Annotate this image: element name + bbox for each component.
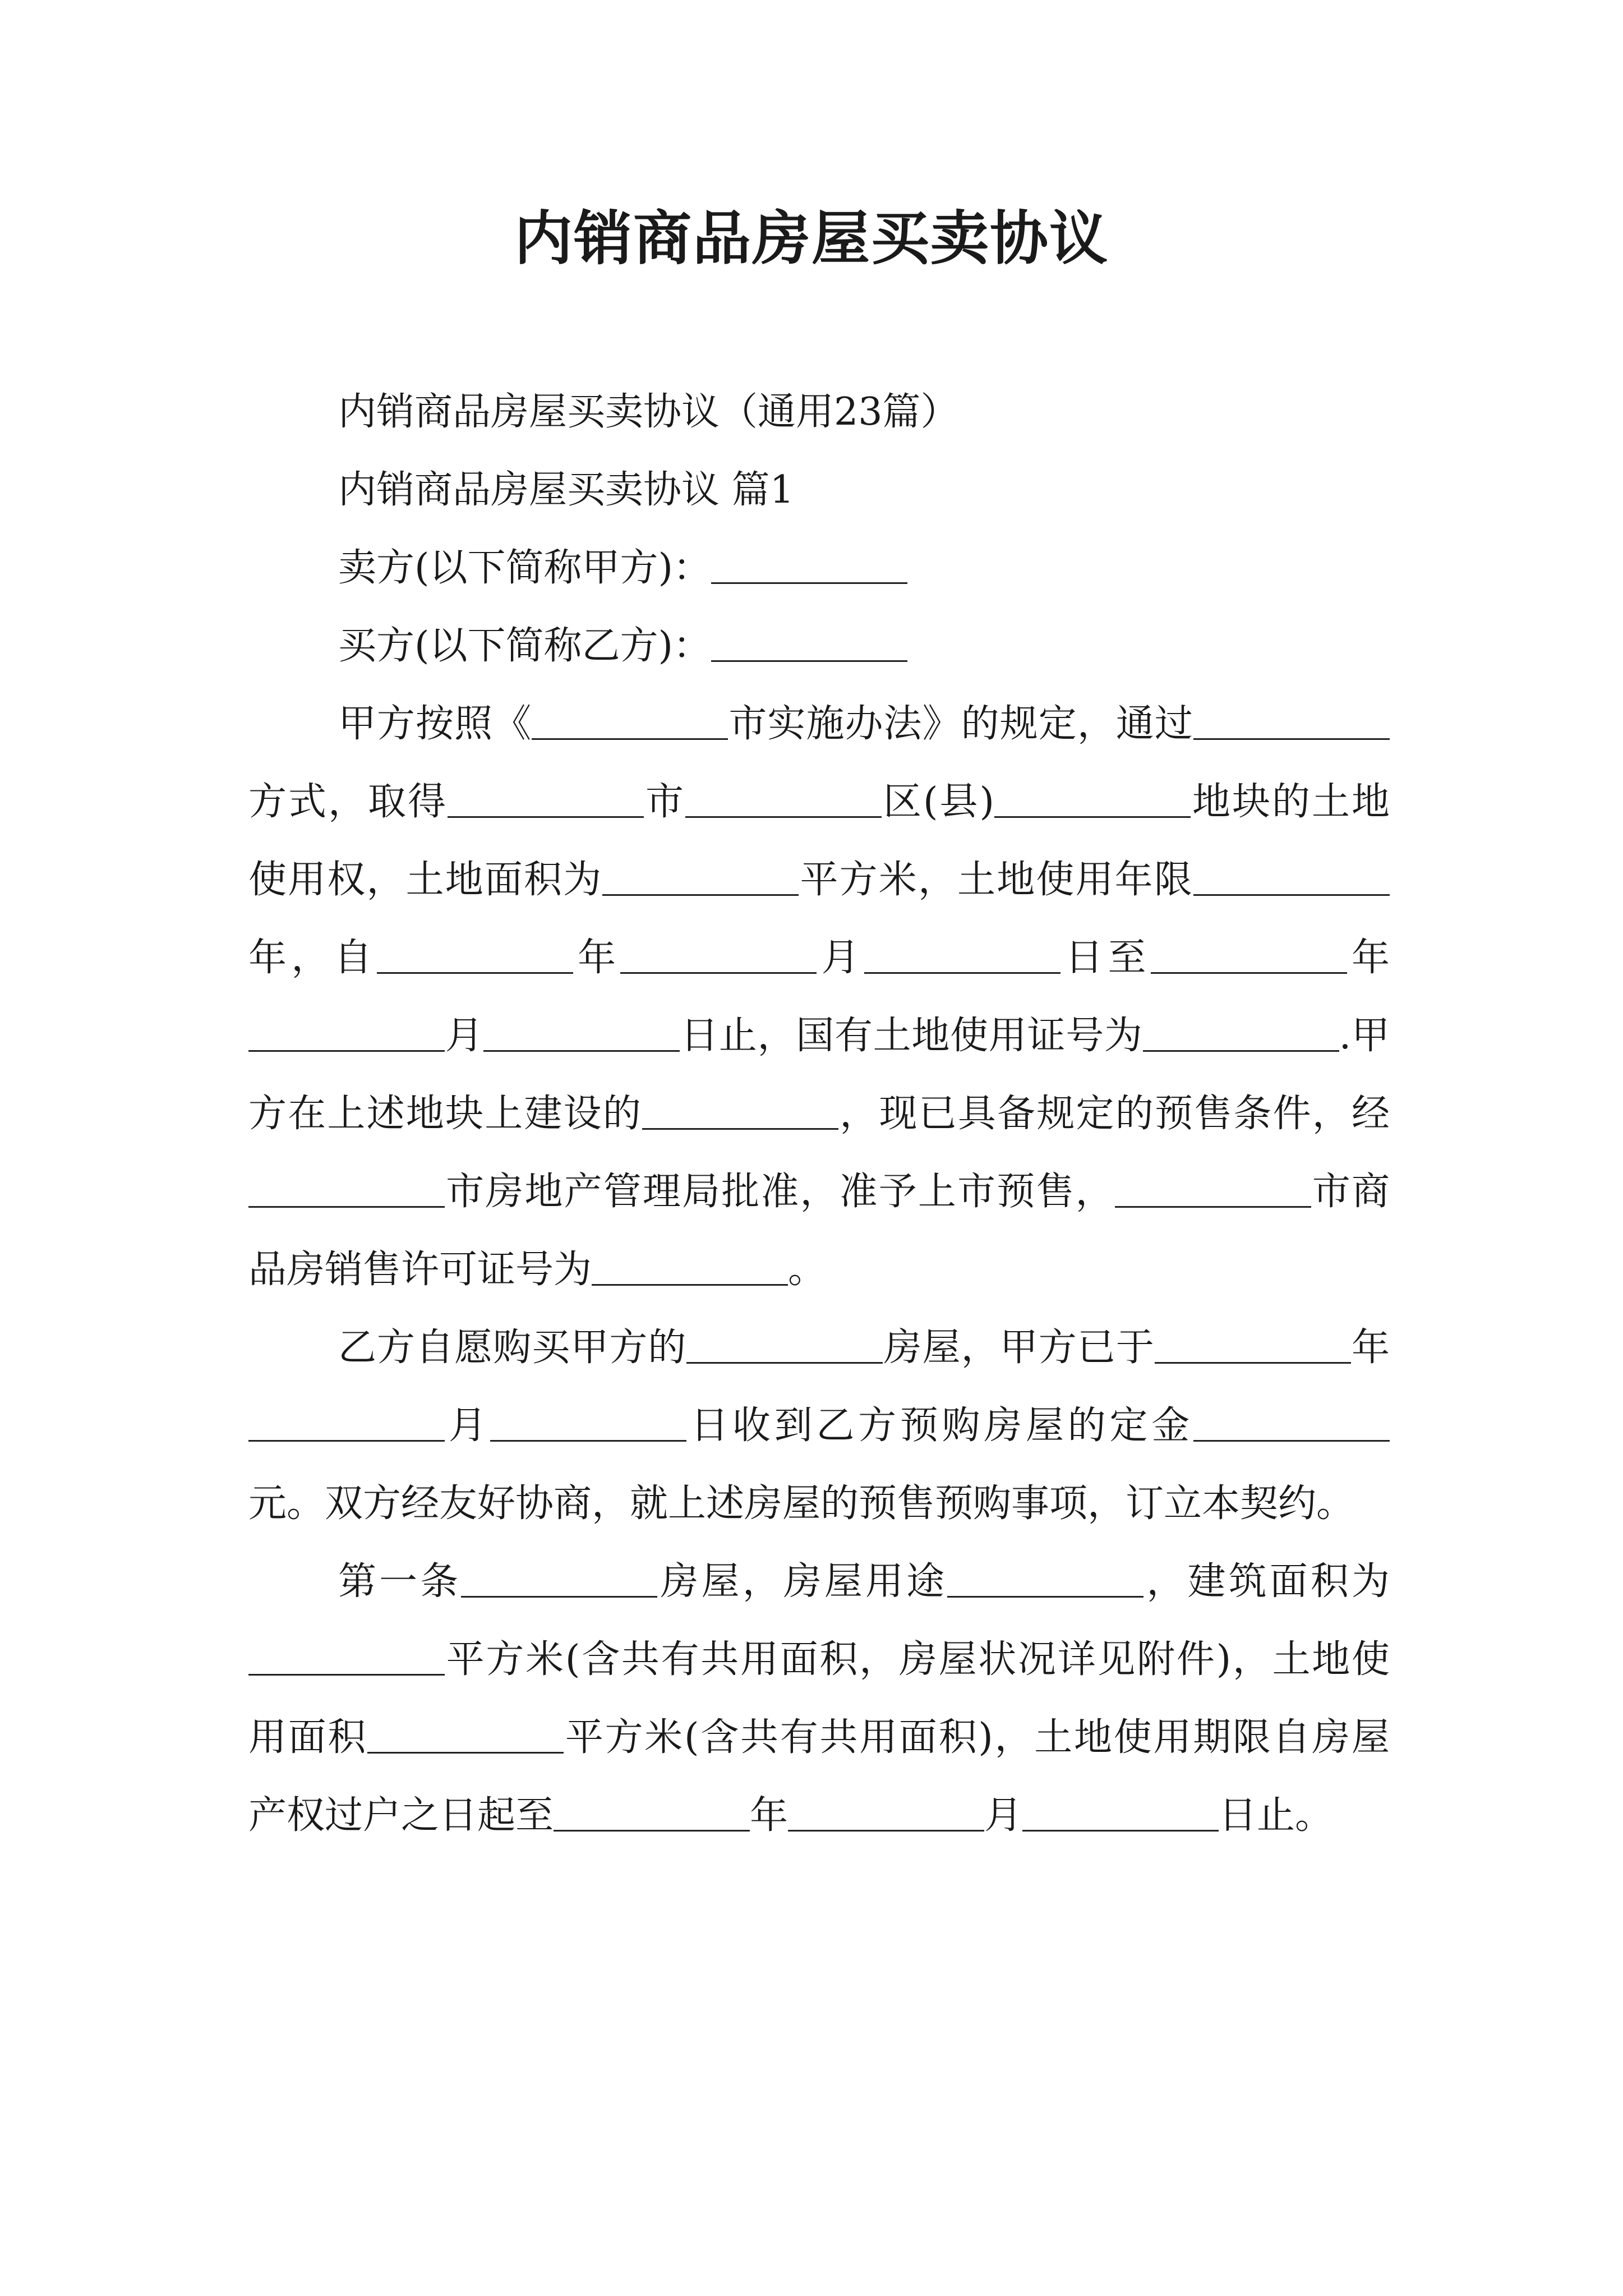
text-run: 市实施办法》的规定，通过 bbox=[728, 702, 1193, 746]
blank-field bbox=[1022, 1796, 1219, 1832]
text-run: 地块的土地使用权，土地面积为 bbox=[248, 780, 1390, 902]
text-run: 日止。 bbox=[1219, 1793, 1334, 1838]
text-run: 区(县) bbox=[881, 780, 995, 824]
paragraph-purchase bbox=[248, 1309, 1390, 1543]
blank-field bbox=[554, 1796, 750, 1832]
text-run: 日止，国有土地使用证号为 bbox=[680, 1014, 1143, 1058]
blank-field bbox=[620, 938, 817, 974]
text-run: 平方米，土地使用年限 bbox=[799, 858, 1193, 902]
text-run: 月 bbox=[445, 1404, 491, 1448]
blank-field bbox=[1193, 705, 1390, 740]
text-run: 年 bbox=[1347, 936, 1390, 980]
subtitle: 内销商品房屋买卖协议（通用23篇） bbox=[338, 390, 959, 434]
text-run: 年，自 bbox=[248, 936, 377, 980]
blank-field bbox=[448, 783, 644, 818]
blank-field bbox=[947, 1562, 1144, 1598]
document-title: 内销商品房屋买卖协议 bbox=[514, 204, 1109, 273]
text-run: 年 bbox=[1350, 1326, 1390, 1370]
blank-field bbox=[248, 1016, 445, 1052]
buyer-label: 买方(以下简称乙方)： bbox=[338, 624, 712, 668]
seller-line bbox=[248, 529, 1390, 607]
section-heading: 内销商品房屋买卖协议 篇1 bbox=[338, 468, 794, 512]
document-body bbox=[248, 373, 1390, 1855]
text-run: 月 bbox=[445, 1014, 484, 1058]
blank-field bbox=[864, 938, 1061, 974]
blank-field bbox=[483, 1016, 680, 1052]
text-run: 平方米(含共有共用面积)，土地使用期限自房屋产权过户之日起至 bbox=[248, 1715, 1390, 1838]
blank-field bbox=[248, 1406, 445, 1442]
blank-field bbox=[1115, 1172, 1311, 1208]
text-run: 年 bbox=[573, 936, 621, 980]
blank-field bbox=[461, 1562, 657, 1598]
blank-field bbox=[685, 783, 882, 818]
blank-field bbox=[711, 549, 907, 584]
blank-field bbox=[367, 1718, 564, 1754]
text-run: 甲方按照《 bbox=[338, 702, 532, 746]
text-run: 。 bbox=[788, 1248, 827, 1292]
blank-field bbox=[994, 783, 1191, 818]
text-run: 日收到乙方预购房屋的定金 bbox=[686, 1404, 1193, 1448]
blank-field bbox=[788, 1796, 984, 1832]
blank-field bbox=[248, 1640, 445, 1676]
text-run: 元。双方经友好协商，就上述房屋的预售预购事项，订立本契约。 bbox=[248, 1481, 1355, 1526]
text-run: 市商品房销售许可证号为 bbox=[248, 1170, 1390, 1292]
blank-field bbox=[1193, 861, 1390, 896]
blank-field bbox=[1151, 938, 1347, 974]
text-run: 房屋，房屋用途 bbox=[657, 1559, 948, 1604]
text-run: .甲方在上述地块上建设的 bbox=[248, 1014, 1390, 1136]
text-run: ，建筑面积为 bbox=[1144, 1559, 1390, 1604]
blank-field bbox=[532, 705, 728, 740]
text-run: ，现已具备规定的预售条件，经 bbox=[838, 1092, 1390, 1136]
text-run: 月 bbox=[984, 1793, 1023, 1838]
seller-label: 卖方(以下简称甲方)： bbox=[338, 546, 712, 590]
blank-field bbox=[377, 938, 573, 974]
text-run: 年 bbox=[750, 1793, 789, 1838]
blank-field bbox=[711, 627, 907, 662]
text-run: 市房地产管理局批准，准予上市预售， bbox=[445, 1170, 1115, 1214]
text-run: 平方米(含共有共用面积，房屋状况详见附件)，土地使用面积 bbox=[248, 1637, 1390, 1760]
blank-field bbox=[592, 1250, 788, 1286]
blank-field bbox=[1143, 1016, 1339, 1052]
blank-field bbox=[248, 1172, 445, 1208]
buyer-line bbox=[248, 607, 1390, 685]
text-run: 房屋，甲方已于 bbox=[883, 1326, 1155, 1370]
blank-field bbox=[686, 1328, 883, 1364]
blank-field bbox=[602, 861, 799, 896]
blank-field bbox=[1193, 1406, 1390, 1442]
text-run: 月 bbox=[817, 936, 864, 980]
blank-field bbox=[1155, 1328, 1351, 1364]
text-run: 第一条 bbox=[338, 1559, 462, 1604]
blank-field bbox=[642, 1094, 838, 1130]
blank-field bbox=[490, 1406, 686, 1442]
text-run: 市 bbox=[643, 780, 685, 824]
text-run: 日至 bbox=[1060, 936, 1151, 980]
text-run: 方式，取得 bbox=[248, 780, 448, 824]
text-run: 乙方自愿购买甲方的 bbox=[338, 1326, 687, 1370]
paragraph-land-info bbox=[248, 685, 1390, 1309]
paragraph-article-one bbox=[248, 1543, 1390, 1855]
